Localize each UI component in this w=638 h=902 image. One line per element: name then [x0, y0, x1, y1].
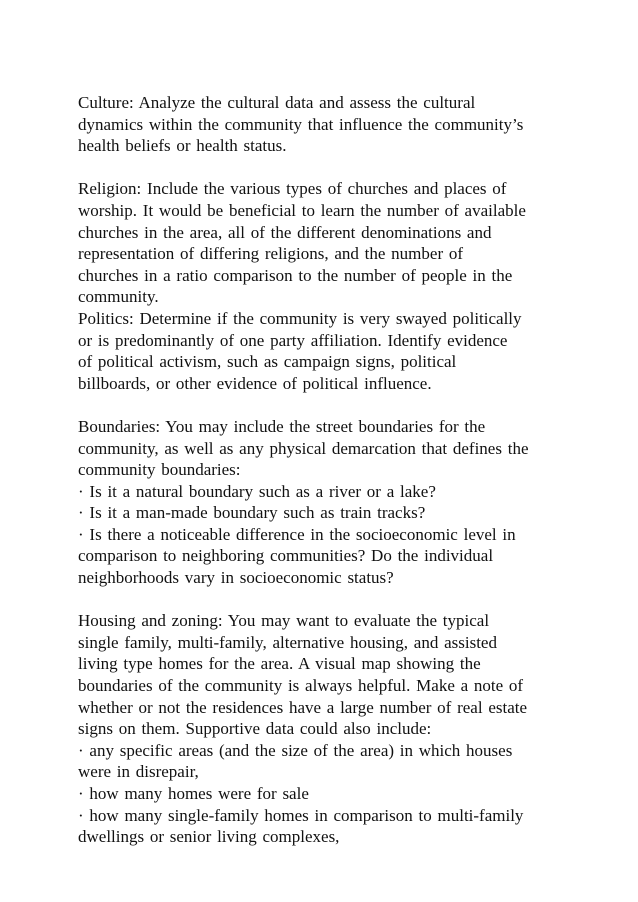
paragraph-gap — [78, 589, 568, 611]
text-line: health beliefs or health status. — [78, 136, 287, 156]
text-line: representation of differing religions, and the number of — [78, 244, 464, 264]
text-line: were in disrepair, — [78, 762, 199, 782]
text-line: boundaries of the community is always helpful. Make a note of — [78, 676, 524, 696]
bullet-line: · any specific areas (and the size of the area) in which houses — [78, 740, 513, 760]
politics-paragraph — [78, 308, 568, 394]
text-line: Boundaries: You may include the street boundaries for the — [78, 416, 486, 436]
bullet-line: · Is there a noticeable difference in the socioeconomic level in — [78, 524, 516, 544]
text-line: living type homes for the area. A visual map showing the — [78, 654, 481, 674]
boundaries-paragraph — [78, 416, 568, 589]
document-text — [78, 92, 568, 848]
text-line: community boundaries: — [78, 460, 241, 480]
text-line: community, as well as any physical demarcation that defines the — [78, 438, 529, 458]
religion-paragraph — [78, 178, 568, 308]
paragraph-gap — [78, 394, 568, 416]
text-line: community. — [78, 287, 159, 307]
text-line: dwellings or senior living complexes, — [78, 827, 340, 847]
text-line: or is predominantly of one party affiliation. Identify evidence — [78, 330, 508, 350]
paragraph-gap — [78, 157, 568, 179]
text-line: comparison to neighboring communities? Do the individual — [78, 546, 494, 566]
text-line: dynamics within the community that influence the community’s — [78, 114, 524, 134]
text-line: billboards, or other evidence of political influence. — [78, 373, 432, 393]
text-line: Politics: Determine if the community is very swayed politically — [78, 308, 522, 328]
text-line: of political activism, such as campaign signs, political — [78, 352, 457, 372]
text-line: signs on them. Supportive data could also include: — [78, 719, 432, 739]
bullet-line: · how many homes were for sale — [78, 784, 309, 803]
text-line: neighborhoods vary in socioeconomic status? — [78, 568, 394, 588]
bullet-line: · how many single-family homes in comparison to multi-family — [78, 805, 524, 825]
housing-paragraph — [78, 610, 568, 848]
bullet-line: · Is it a natural boundary such as a river or a lake? — [78, 481, 436, 501]
bullet-line: · Is it a man-made boundary such as train tracks? — [78, 503, 426, 523]
text-line: Culture: Analyze the cultural data and assess the cultural — [78, 93, 476, 112]
text-line: Housing and zoning: You may want to evaluate the typical — [78, 611, 490, 631]
text-line: churches in a ratio comparison to the number of people in the — [78, 265, 513, 285]
text-line: churches in the area, all of the different denominations and — [78, 222, 492, 242]
text-line: Religion: Include the various types of churches and places of — [78, 179, 507, 199]
text-line: whether or not the residences have a large number of real estate — [78, 697, 528, 717]
text-line: worship. It would be beneficial to learn the number of available — [78, 200, 526, 220]
culture-paragraph — [78, 92, 568, 157]
text-line: single family, multi-family, alternative housing, and assisted — [78, 632, 497, 652]
